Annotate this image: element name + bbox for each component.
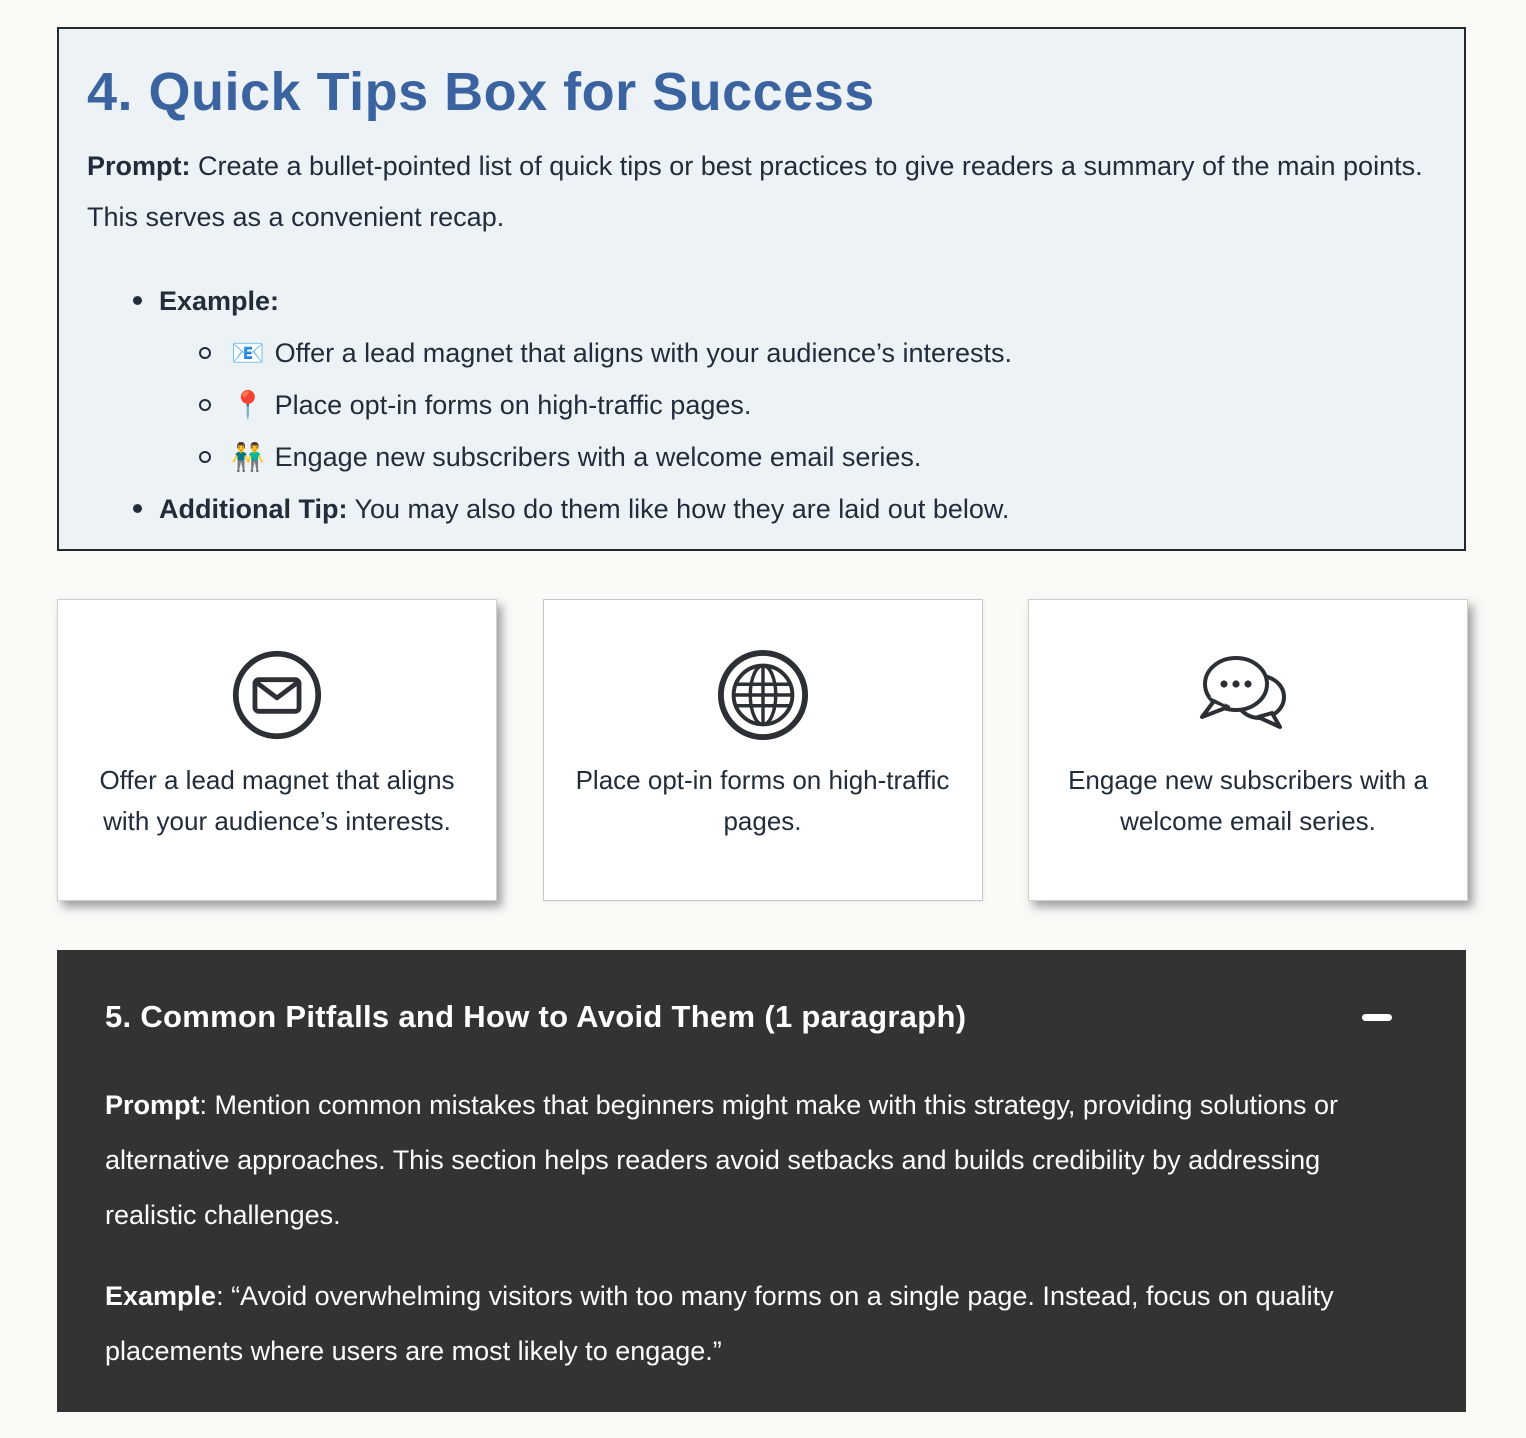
quick-tips-box [57,27,1466,551]
globe-circle-icon [716,634,810,756]
prompt-label: Prompt: [87,151,191,181]
example-label: Example [105,1281,217,1311]
list-item-text: Offer a lead magnet that aligns with your audience’s interests. [274,338,1013,368]
example-sublist [159,327,1436,483]
card-text: Engage new subscribers with a welcome email series. [1068,765,1428,836]
list-item [199,379,1436,431]
email-emoji-icon: 📧 [231,338,265,368]
example-text: : “Avoid overwhelming visitors with too many forms on a single page. Instead, focus on quality placements where users are most likely to engage.” [105,1281,1334,1366]
quick-tips-prompt [87,141,1432,243]
tip-card-welcome-series [1028,599,1468,901]
tip-card-lead-magnet [57,599,497,901]
additional-tip-item [131,483,1436,535]
two-people-emoji-icon: 👬 [231,442,265,472]
list-item [199,327,1436,379]
quick-tips-list [87,275,1436,535]
example-list-item [131,275,1436,483]
pitfalls-example [105,1269,1418,1379]
list-item-text: Engage new subscribers with a welcome email series. [274,442,922,472]
list-item-text: Place opt-in forms on high-traffic pages. [274,390,752,420]
envelope-circle-icon [231,634,323,756]
collapse-button[interactable] [1358,1004,1396,1031]
tip-card-opt-in-forms [543,599,983,901]
minus-icon [1362,1014,1392,1021]
list-item [199,431,1436,483]
additional-tip-text: You may also do them like how they are laid out below. [347,494,1010,524]
pitfalls-section [57,950,1466,1412]
pitfalls-title: 5. Common Pitfalls and How to Avoid Them (1 paragraph) [105,999,967,1034]
card-text: Place opt-in forms on high-traffic pages. [575,765,950,836]
tip-cards-row [57,599,1468,901]
prompt-text: : Mention common mistakes that beginners might make with this strategy, providing solutions or alternative approaches. This section helps readers avoid setbacks and builds credibility by addressing realistic challenges. [105,1090,1339,1230]
pitfalls-accordion-header[interactable] [105,998,1418,1036]
quick-tips-title: 4. Quick Tips Box for Success [87,62,875,122]
example-label: Example: [159,286,280,316]
pitfalls-prompt [105,1078,1418,1243]
prompt-label: Prompt [105,1090,200,1120]
additional-tip-label: Additional Tip: [159,494,348,524]
prompt-text: Create a bullet-pointed list of quick tips or best practices to give readers a summary of the main points. This serves as a convenient recap. [87,151,1423,232]
card-text: Offer a lead magnet that aligns with your audience’s interests. [99,765,455,836]
pushpin-emoji-icon: 📍 [231,390,265,420]
chat-bubbles-icon [1196,634,1300,756]
